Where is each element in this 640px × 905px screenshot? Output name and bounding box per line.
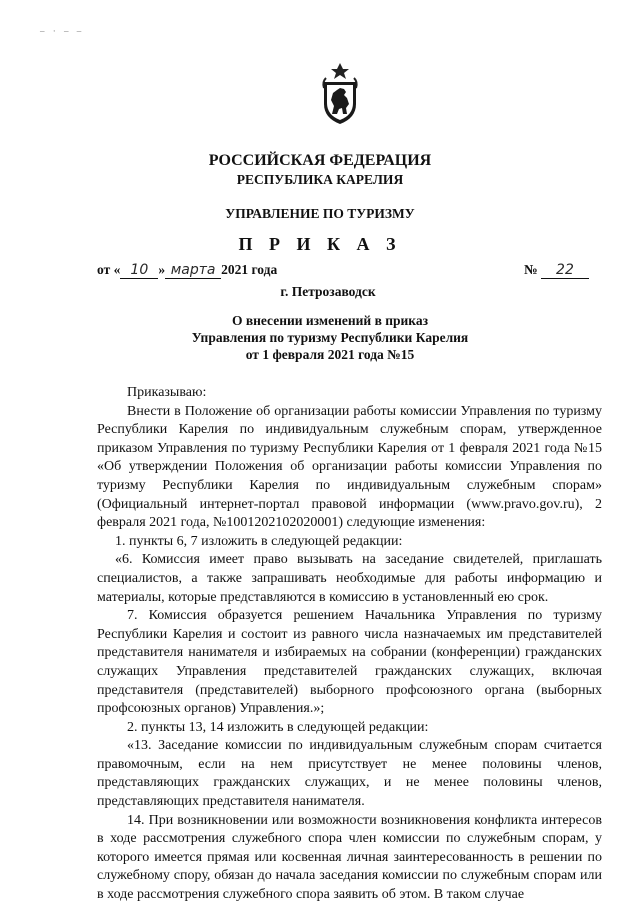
body-paragraph-6: 2. пункты 13, 14 изложить в следующей редакции: (127, 719, 429, 735)
date-day-handwritten: 10 (120, 262, 158, 279)
city: г. Петрозаводск (280, 284, 376, 299)
karelia-coat-of-arms-icon (318, 62, 362, 126)
body-paragraph-4: «6. Комиссия имеет право вызывать на заседание свидетелей, приглашать специалистов, а также запрашивать необходимые для работы информацию и материалы, которые представляются в комиссию в установленный ею срок. (97, 552, 602, 605)
republic-heading: РЕСПУБЛИКА КАРЕЛИЯ (236, 172, 404, 187)
date-mid: » (158, 262, 166, 277)
date-prefix: от « (97, 262, 121, 277)
department-heading: УПРАВЛЕНИЕ ПО ТУРИЗМУ (225, 206, 415, 221)
country-heading: РОССИЙСКАЯ ФЕДЕРАЦИЯ (208, 152, 432, 169)
body-paragraph-8: 14. При возникновении или возможности возникновения конфликта интересов в ходе рассмотрения служебного спора член комиссии по служебным спорам, у которого имеется прямая или косвенная личная заинтересованность в решении по служебному спору, обязан до начала заседания комиссии по служебным спорам или в ходе рассмотрения служебного спора заявить об этом. В таком случае (97, 812, 602, 903)
date-suffix: 2021 года (221, 262, 278, 277)
title-line-2: Управления по туризму Республики Карелия (191, 330, 469, 345)
body-paragraph-1: Приказываю: (127, 385, 207, 400)
body-paragraph-7: «13. Заседание комиссии по индивидуальным служебным спорам считается правомочным, если на нем присутствует не менее половины членов, представляющих гражданских служащих, и не менее половины членов, представляющих представителя нанимателя. (97, 738, 602, 810)
order-body (97, 384, 602, 905)
date-month-handwritten: марта (165, 262, 221, 279)
number-value-handwritten: 22 (541, 262, 589, 279)
body-paragraph-3: 1. пункты 6, 7 изложить в следующей редакции: (115, 533, 403, 549)
scan-marks: – · – – (40, 26, 85, 36)
title-line-3: от 1 февраля 2021 года №15 (245, 347, 415, 362)
title-line-1: О внесении изменений в приказ (231, 313, 429, 328)
body-paragraph-5: 7. Комиссия образуется решением Начальника Управления по туризму Республики Карелия и состоит из равного числа назначаемых им представителей представителя нанимателя и избираемых на собрании (конференции) гражданских служащих Управления представителей гражданских служащих, включая представителя (представителей) выборного профсоюзного органа (выборных профсоюзных органов) Управления.»; (97, 608, 602, 717)
document-type-heading: П Р И К А З (238, 234, 402, 254)
order-title (0, 312, 640, 363)
order-number (524, 262, 589, 279)
number-label: № (524, 262, 538, 277)
order-date (97, 262, 277, 279)
body-paragraph-2: Внести в Положение об организации работы комиссии Управления по туризму Республики Карелия по индивидуальным служебным спорам, утвержденное приказом Управления по туризму Республики Карелия от 1 февраля 2021 года №15 «Об утверждении Положения об организации работы комиссии Управления по туризму Республики Карелия по индивидуальным служебным спорам» (Официальный интернет-портал правовой информации (www.pravo.gov.ru), 2 февраля 2021 года, №1001202102020001) следующие изменения: (97, 403, 602, 531)
